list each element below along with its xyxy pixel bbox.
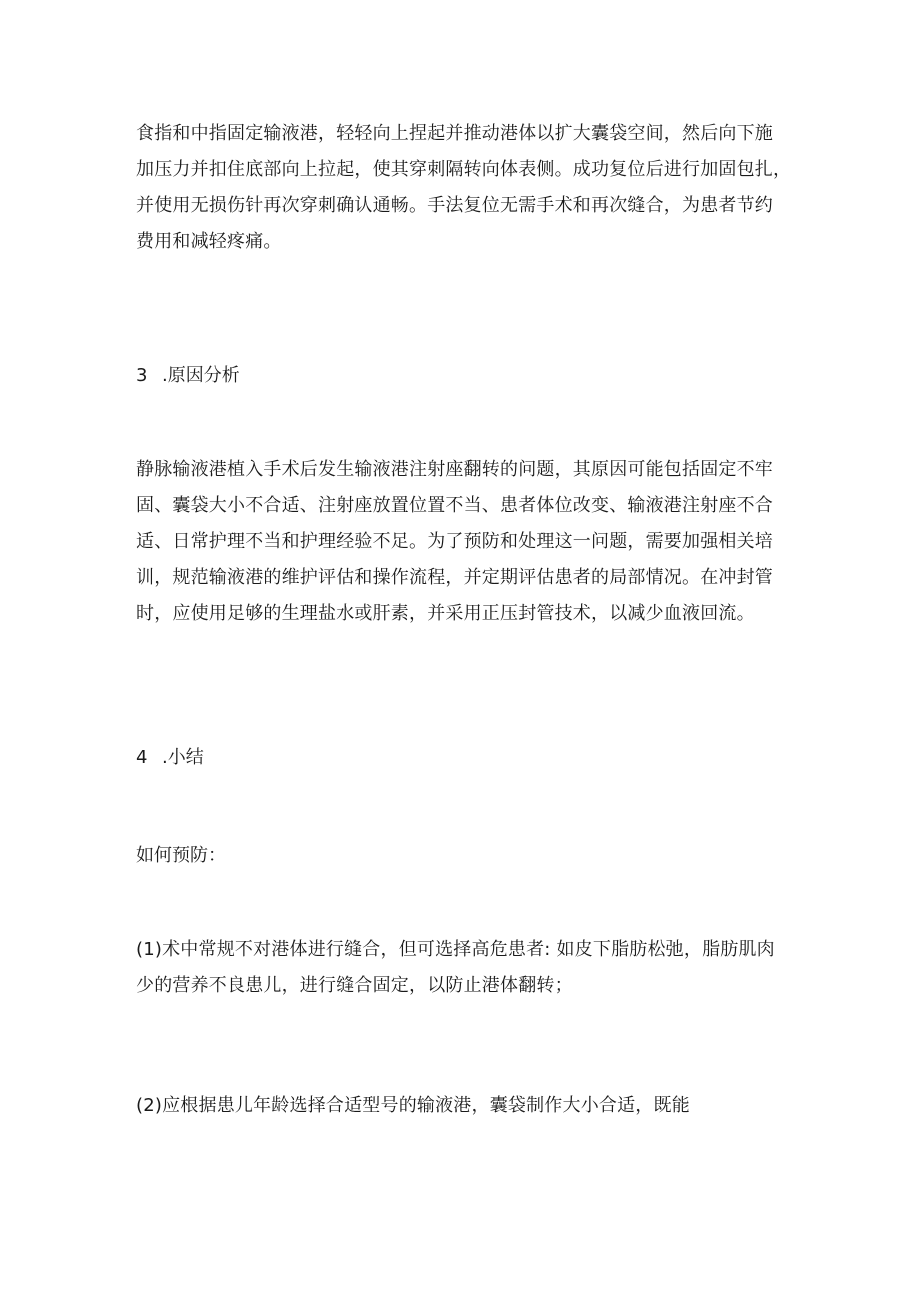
text-line: (2)应根据患儿年龄选择合适型号的输液港，囊袋制作大小合适，既能 xyxy=(136,1095,690,1116)
section-heading-cause-analysis xyxy=(136,358,240,394)
text-line: (1)术中常规不对港体进行缝合，但可选择高危患者: 如皮下脂肪松弛，脂肪肌肉 xyxy=(136,939,775,960)
section-title: .小结 xyxy=(162,747,204,768)
text-line: 加压力并扣住底部向上拉起，使其穿刺隔转向体表侧。成功复位后进行加固包扎， xyxy=(136,159,792,180)
list-item-1 xyxy=(136,932,786,1004)
paragraph-manual-reduction xyxy=(136,116,792,260)
section-number: 3 xyxy=(136,365,148,386)
text-line: 适、日常护理不当和护理经验不足。为了预防和处理这一问题，需要加强相关培 xyxy=(136,531,773,552)
text-line: 时，应使用足够的生理盐水或肝素，并采用正压封管技术，以减少血液回流。 xyxy=(136,603,755,624)
text-line: 并使用无损伤针再次穿刺确认通畅。手法复位无需手术和再次缝合，为患者节约 xyxy=(136,195,773,216)
prevention-label: 如何预防： xyxy=(136,845,226,866)
section-number: 4 xyxy=(136,747,148,768)
list-item-2 xyxy=(136,1088,786,1124)
text-line: 固、囊袋大小不合适、注射座放置位置不当、患者体位改变、输液港注射座不合 xyxy=(136,495,773,516)
text-line: 费用和减轻疼痛。 xyxy=(136,231,282,252)
text-line: 训，规范输液港的维护评估和操作流程，并定期评估患者的局部情况。在冲封管 xyxy=(136,567,773,588)
paragraph-cause-analysis xyxy=(136,452,786,632)
section-title: .原因分析 xyxy=(162,365,240,386)
text-line: 少的营养不良患儿，进行缝合固定，以防止港体翻转； xyxy=(136,975,573,996)
section-heading-summary xyxy=(136,740,204,776)
text-line: 静脉输液港植入手术后发生输液港注射座翻转的问题，其原因可能包括固定不牢 xyxy=(136,459,773,480)
text-line: 食指和中指固定输液港，轻轻向上捏起并推动港体以扩大囊袋空间，然后向下施 xyxy=(136,123,773,144)
